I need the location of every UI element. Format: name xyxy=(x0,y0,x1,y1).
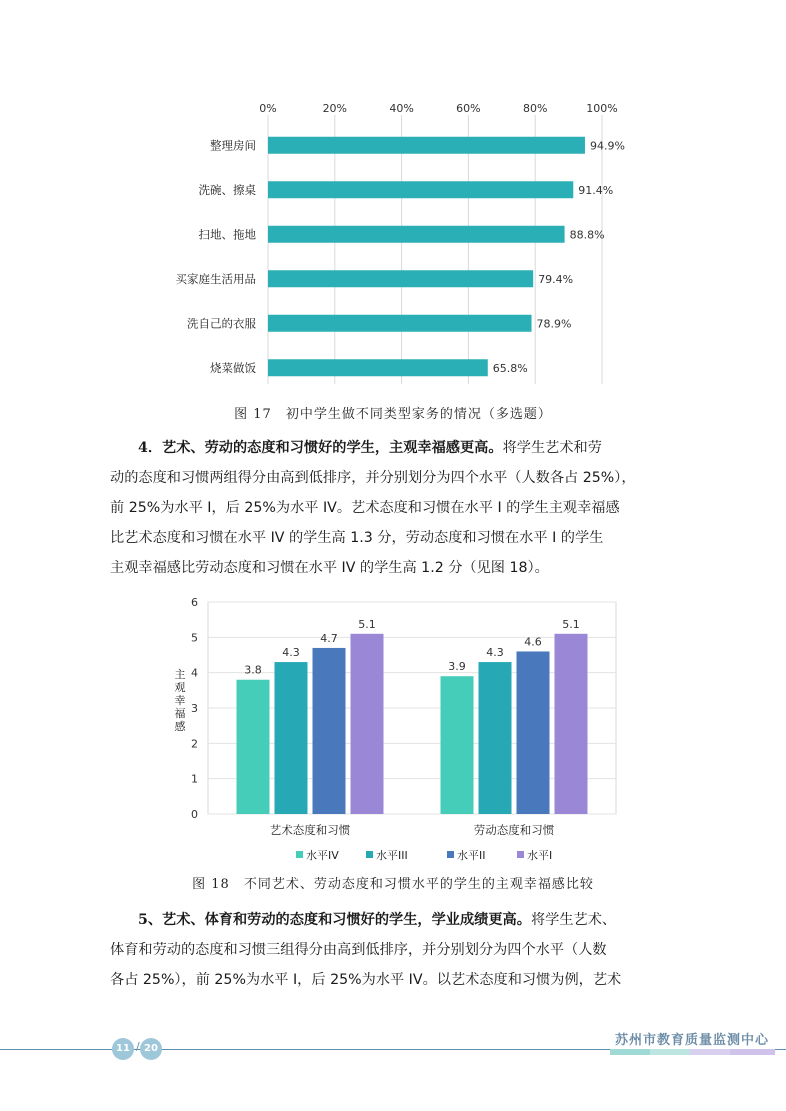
x-tick-label: 0% xyxy=(259,102,277,115)
figure-17-caption: 图 17 初中学生做不同类型家务的情况（多选题） xyxy=(234,407,552,422)
bar xyxy=(441,676,474,814)
bar xyxy=(268,270,533,287)
bar xyxy=(275,662,308,814)
bar xyxy=(268,315,532,332)
footer-stripe xyxy=(650,1049,690,1055)
bar xyxy=(268,226,565,243)
section-4-line-2: 动的态度和习惯两组得分由高到低排序，并分别划分为四个水平（人数各占 25%）， xyxy=(110,470,636,486)
section-4-line-3: 前 25%为水平 I，后 25%为水平 IV。艺术态度和习惯在水平 I 的学生主观幸福感 xyxy=(110,500,620,516)
legend-swatch xyxy=(517,851,524,858)
figure-18-caption: 图 18 不同艺术、劳动态度和习惯水平的学生的主观幸福感比较 xyxy=(192,877,594,892)
y-axis-label: 福 xyxy=(174,707,186,720)
x-tick-label: 40% xyxy=(389,102,414,115)
category-label: 艺术态度和习惯 xyxy=(269,823,351,837)
chart-fig17 xyxy=(0,95,786,395)
x-tick-label: 20% xyxy=(322,102,348,115)
category-label: 洗碗、擦桌 xyxy=(198,182,256,197)
page-current-badge: 11 xyxy=(112,1038,134,1060)
category-label: 洗自己的衣服 xyxy=(187,316,256,331)
y-tick-label: 4 xyxy=(191,666,198,680)
y-axis-label: 主 xyxy=(174,668,186,681)
page-total-badge: 20 xyxy=(140,1038,162,1060)
section-5-lead: 5、艺术、体育和劳动的态度和习惯好的学生，学业成绩更高。 xyxy=(138,912,531,928)
bar xyxy=(517,651,550,814)
legend-label: 水平II xyxy=(457,849,486,862)
bar xyxy=(237,680,270,814)
section-5-line-3: 各占 25%），前 25%为水平 I，后 25%为水平 IV。以艺术态度和习惯为例，艺术 xyxy=(110,972,622,988)
data-label: 5.1 xyxy=(562,617,580,631)
bar xyxy=(268,181,573,198)
legend-label: 水平IV xyxy=(306,849,339,862)
section-5-paragraph xyxy=(110,905,670,995)
bar xyxy=(555,634,588,814)
chart-fig18 xyxy=(0,590,786,870)
category-label: 买家庭生活用品 xyxy=(175,271,256,286)
category-label: 烧菜做饭 xyxy=(210,360,256,375)
x-tick-label: 60% xyxy=(456,102,481,115)
data-label: 4.3 xyxy=(282,646,300,660)
footer-stripe xyxy=(690,1049,730,1055)
y-tick-label: 3 xyxy=(191,702,198,715)
bar xyxy=(313,648,346,814)
section-4-lead: 4．艺术、劳动的态度和习惯好的学生，主观幸福感更高。 xyxy=(138,440,503,456)
data-label: 65.8% xyxy=(492,361,528,375)
data-label: 79.4% xyxy=(538,272,574,286)
data-label: 4.7 xyxy=(320,631,338,645)
category-label: 劳动态度和习惯 xyxy=(473,823,555,837)
bar xyxy=(268,359,488,376)
section-4-paragraph xyxy=(110,433,670,583)
bar xyxy=(268,137,585,154)
data-label: 88.8% xyxy=(569,228,605,242)
data-label: 4.6 xyxy=(524,635,542,649)
section-4-line-1: 将学生艺术和劳 xyxy=(502,440,602,456)
footer-stripe xyxy=(610,1049,650,1055)
legend-label: 水平I xyxy=(527,849,553,862)
y-axis-label: 观 xyxy=(174,681,186,694)
section-5-line-1: 将学生艺术、 xyxy=(530,912,617,928)
section-5-line-2: 体育和劳动的态度和习惯三组得分由高到低排序，并分别划分为四个水平（人数 xyxy=(110,942,607,958)
legend-swatch xyxy=(447,851,454,858)
section-4-line-4: 比艺术态度和习惯在水平 IV 的学生高 1.3 分，劳动态度和习惯在水平 I 的学生 xyxy=(110,530,604,546)
section-4-line-5: 主观幸福感比劳动态度和习惯在水平 IV 的学生高 1.2 分（见图 18）。 xyxy=(110,560,549,576)
y-tick-label: 6 xyxy=(191,596,198,609)
bar xyxy=(351,634,384,814)
data-label: 3.8 xyxy=(244,663,262,677)
data-label: 3.9 xyxy=(448,660,466,674)
category-label: 扫地、拖地 xyxy=(198,227,256,242)
y-tick-label: 0 xyxy=(191,808,198,821)
data-label: 78.9% xyxy=(536,317,572,331)
y-tick-label: 2 xyxy=(191,737,198,751)
x-tick-label: 100% xyxy=(586,102,618,115)
footer-stripe xyxy=(730,1049,775,1055)
bar xyxy=(479,662,512,814)
category-label: 整理房间 xyxy=(210,138,256,153)
page-separator: / xyxy=(136,1040,140,1053)
x-tick-label: 80% xyxy=(522,102,548,115)
data-label: 94.9% xyxy=(589,139,625,153)
legend-label: 水平III xyxy=(376,849,408,862)
organization-name: 苏州市教育质量监测中心 xyxy=(615,1033,770,1048)
y-tick-label: 1 xyxy=(191,772,198,786)
data-label: 91.4% xyxy=(578,183,614,197)
y-tick-label: 5 xyxy=(191,631,198,645)
data-label: 5.1 xyxy=(358,617,376,631)
y-axis-label: 幸 xyxy=(174,694,186,707)
y-axis-label: 感 xyxy=(174,720,186,733)
legend-swatch xyxy=(296,851,303,858)
legend-swatch xyxy=(366,851,373,858)
data-label: 4.3 xyxy=(486,646,504,660)
